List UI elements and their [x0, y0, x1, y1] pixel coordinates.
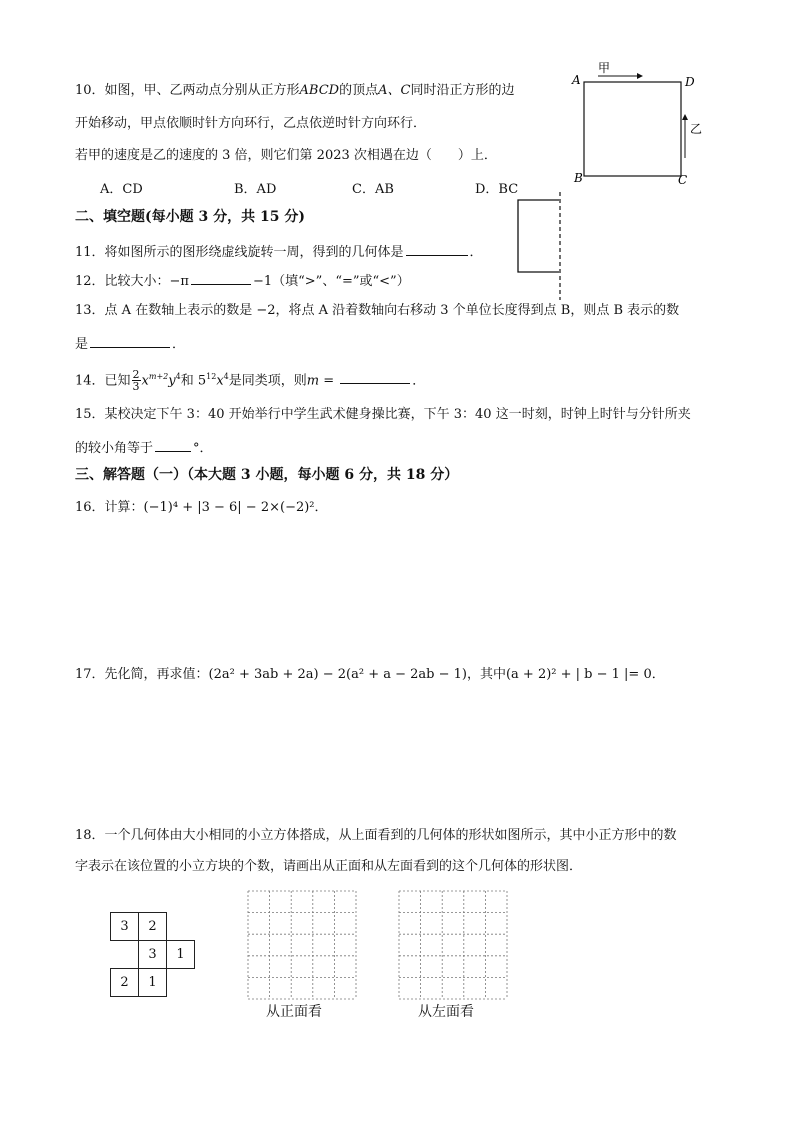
q13-line1: 13．点 A 在数轴上表示的数是 −2，将点 A 沿着数轴向右移动 3 个单位长度得到点 B，则点 B 表示的数 [75, 303, 680, 318]
section-2-heading: 二、填空题(每小题 3 分，共 15 分) [75, 209, 305, 225]
q13-line2: 是 ． [75, 333, 185, 354]
q15-line1: 15．某校决定下午 3：40 开始举行中学生武术健身操比赛，下午 3：40 这一时刻，时钟上时针与分针所夹 [75, 407, 691, 422]
q18-line1: 18．一个几何体由大小相同的小立方体搭成，从上面看到的几何体的形状如图所示，其中小正方形中的数 [75, 828, 677, 843]
jia-label: 甲 [598, 61, 611, 75]
top-view-cell: 1 [138, 968, 167, 997]
q15-line2: 的较小角等于 °． [75, 437, 213, 458]
left-view-drawing-grid[interactable] [398, 890, 510, 1000]
q15-answer-blank[interactable] [155, 437, 191, 452]
rotation-figure [512, 192, 572, 302]
square-abcd [584, 82, 681, 176]
top-view-cell: 1 [166, 940, 195, 969]
front-view-drawing-grid[interactable] [247, 890, 359, 1000]
top-view-cell: 3 [110, 912, 139, 941]
q12: 12．比较大小：−π −1（填“>”、“=”或“<”） [75, 270, 410, 291]
vertex-a-label: A [572, 73, 581, 87]
q16: 16．计算：(−1)⁴ + |3 − 6| − 2×(−2)²． [75, 500, 328, 515]
q10-option-b: B．AD [234, 182, 277, 197]
jia-arrowhead [637, 73, 643, 79]
q10-option-a: A．CD [100, 182, 143, 197]
left-view-label: 从左面看 [418, 1004, 474, 1020]
vertex-d-label: D [685, 75, 695, 89]
yi-label: 乙 [690, 122, 703, 136]
square-abcd-figure [565, 58, 705, 193]
q13-answer-blank[interactable] [90, 333, 170, 348]
q14-answer-blank[interactable] [340, 369, 410, 384]
fraction-2-3: $\frac{2}{3}$ [132, 368, 140, 394]
q10-option-d: D．BC [475, 182, 519, 197]
vertex-c-label: C [678, 173, 688, 187]
front-view-label: 从正面看 [266, 1004, 322, 1020]
section-3-heading: 三、解答题（一）（本大题 3 小题，每小题 6 分，共 18 分） [75, 467, 459, 483]
top-view-cell: 2 [110, 968, 139, 997]
q12-answer-blank[interactable] [191, 270, 251, 285]
q10-line1: 10．如图，甲、乙两动点分别从正方形ABCD的顶点A、C同时沿正方形的边 [75, 83, 515, 98]
q10-line2: 开始移动，甲点依顺时针方向环行，乙点依逆时针方向环行． [75, 116, 427, 131]
rotation-shape [518, 200, 559, 272]
q17: 17．先化简，再求值：(2a² + 3ab + 2a) − 2(a² + a − 2ab − 1)，其中(a + 2)² + | b − 1 |= 0． [75, 667, 665, 682]
q11: 11．将如图所示的图形绕虚线旋转一周，得到的几何体是 ． [75, 241, 483, 262]
yi-arrowhead [682, 114, 688, 120]
q10-line3: 若甲的速度是乙的速度的 3 倍，则它们第 2023 次相遇在边（ ）上． [75, 148, 497, 163]
vertex-b-label: B [574, 171, 583, 185]
q10-option-c: C．AB [352, 182, 394, 197]
top-view-cell: 2 [138, 912, 167, 941]
q14: 14．已知 $\frac{2}{3}$ $x^{m+2}y^4$和 $5^{12}x^4$是同类项，则m = ． [75, 368, 426, 394]
top-view-cell: 3 [138, 940, 167, 969]
q18-line2: 字表示在该位置的小立方块的个数，请画出从正面和从左面看到的这个几何体的形状图． [75, 859, 583, 874]
q11-answer-blank[interactable] [406, 241, 468, 256]
